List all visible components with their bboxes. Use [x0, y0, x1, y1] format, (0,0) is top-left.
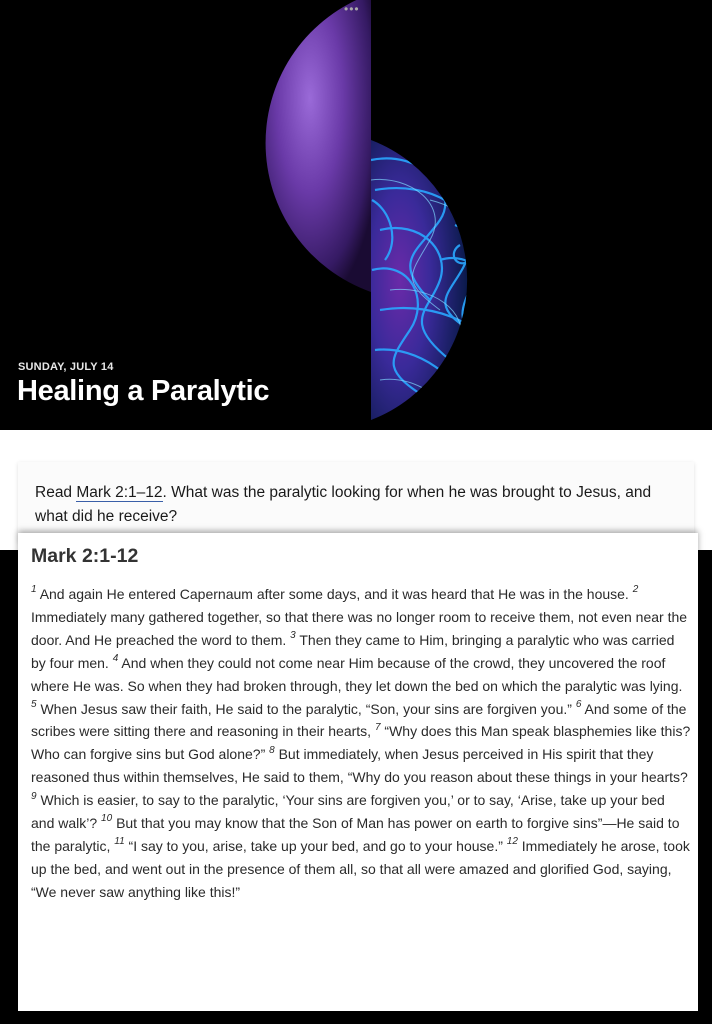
scripture-popup: [18, 533, 698, 1011]
verse-number: 3: [290, 630, 296, 642]
verse-number: 5: [31, 698, 37, 710]
question-body: . What was the paralytic looking for when he was brought to Jesus, and what did he receive?: [35, 484, 652, 525]
verse-text: Then they came to Him, bringing a paralytic who was carried by four men.: [31, 631, 675, 671]
page-title: Healing a Paralytic: [17, 375, 270, 407]
verse-text: But that you may know that the Son of Man has power on earth to forgive sins”—He said to the paralytic,: [31, 815, 680, 854]
verse-number: 2: [632, 584, 639, 596]
verse-text: When Jesus saw their faith, He said to the paralytic, “Son, your sins are forgiven you.”: [40, 700, 576, 717]
verse-text: And again He entered Capernaum after some days, and it was heard that He was in the house.: [39, 586, 633, 602]
verse-number: 9: [31, 790, 37, 802]
lesson-date: SUNDAY, JULY 14: [18, 361, 114, 373]
question-text: [35, 481, 685, 529]
verse-text: And some of the scribes were sitting there and reasoning in their hearts,: [31, 700, 687, 740]
verse-text: Which is easier, to say to the paralytic, ‘Your sins are forgiven you,’ or to say, ‘Arise, take up your bed and walk’?: [31, 792, 665, 832]
scripture-reference-link[interactable]: Mark 2:1–12: [76, 484, 163, 501]
question-card: [18, 462, 694, 542]
question-prefix: Read: [35, 484, 77, 501]
verse-text: But immediately, when Jesus perceived in His spirit that they reasoned thus within themselves, He said to them, “Why do you reason about these things in your hearts?: [31, 746, 688, 786]
hero-banner: [0, 0, 712, 430]
verse-text: Immediately he arose, took up the bed, and went out in the presence of them all, so that all were amazed and glorified God, saying, “We never saw anything like this!”: [31, 837, 690, 900]
verse-text: And when they could not come near Him because of the crowd, they uncovered the roof where He was. So when they had broken through, they let down the bed on which the paralytic was lying.: [31, 654, 683, 694]
verse-number: 8: [269, 744, 275, 756]
verse-number: 11: [114, 836, 125, 848]
more-options-icon[interactable]: •••: [344, 2, 360, 16]
verse-number: 1: [31, 584, 37, 596]
verse-text: Immediately many gathered together, so that there was no longer room to receive them, not even near the door. And He preached the word to them.: [31, 608, 688, 648]
verse-number: 6: [575, 698, 582, 710]
verse-text: “I say to you, arise, take up your bed, and go to your house.”: [128, 837, 507, 854]
verse-number: 10: [101, 813, 113, 825]
verse-number: 7: [374, 721, 381, 733]
passage-text: [31, 583, 691, 904]
passage-title: Mark 2:1-12: [31, 545, 139, 567]
verse-number: 4: [112, 653, 119, 665]
verse-text: “Why does this Man speak blasphemies like this? Who can forgive sins but God alone?”: [31, 723, 691, 763]
verse-number: 12: [506, 836, 518, 848]
